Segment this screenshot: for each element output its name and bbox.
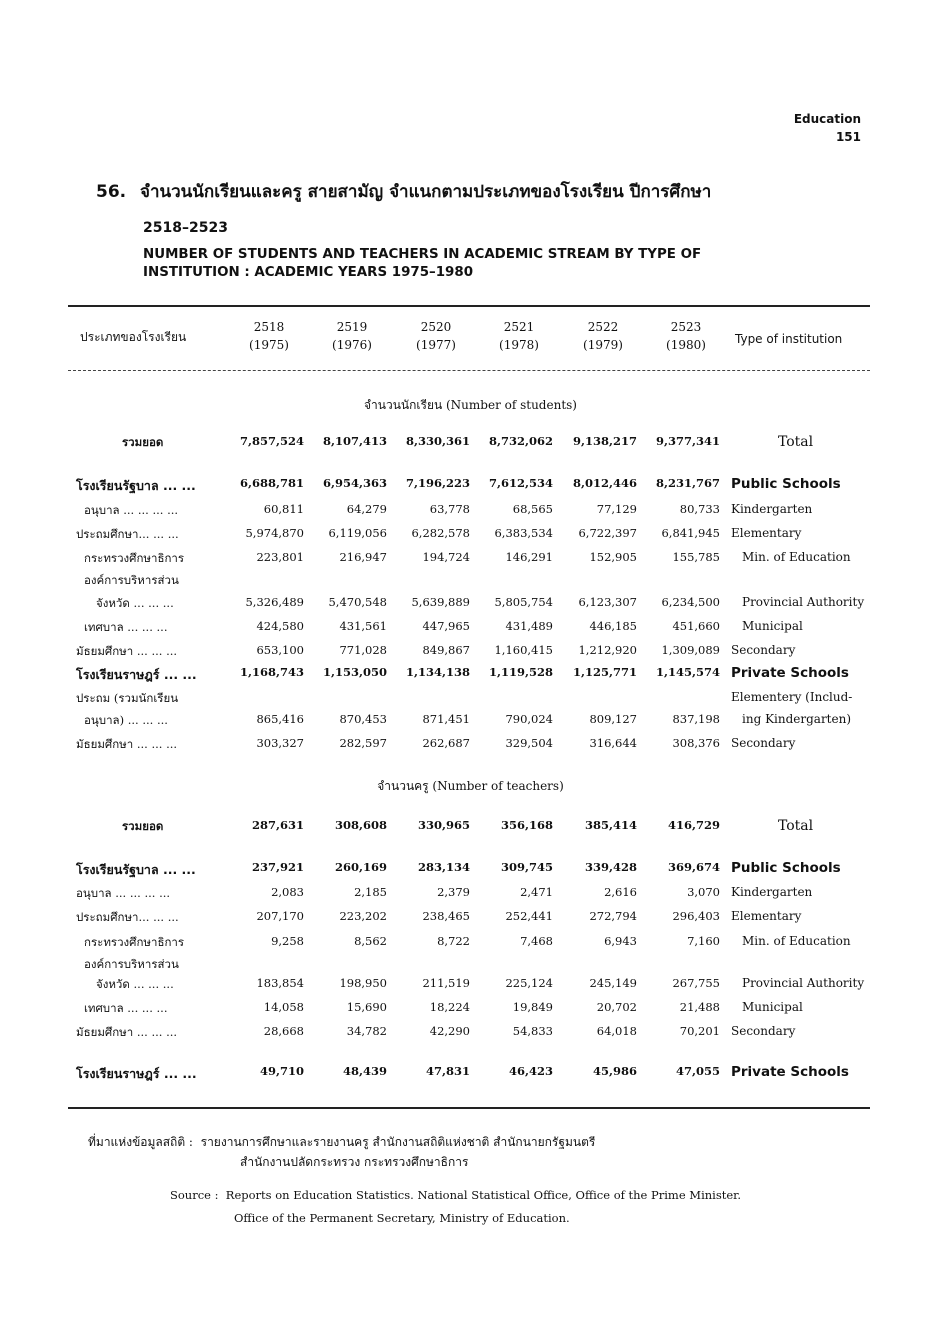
table-row [0, 934, 941, 956]
year-gregorian: (1977) [416, 338, 456, 352]
cell-value: 431,561 [339, 619, 387, 633]
cell-value: 1,212,920 [578, 643, 637, 657]
row-label-thai: เทศบาล ... ... ... [84, 1001, 168, 1015]
row-label-thai: มัธยมศึกษา ... ... ... [76, 1025, 178, 1039]
cell-value: 223,202 [339, 909, 387, 923]
cell-value: 431,489 [505, 619, 553, 633]
cell-value: 9,138,217 [572, 434, 637, 448]
row-label-english: Public Schools [731, 860, 841, 876]
cell-value: 49,710 [259, 1064, 304, 1078]
table-title-english [143, 246, 833, 282]
cell-value: 9,258 [271, 934, 304, 948]
cell-value: 238,465 [422, 909, 470, 923]
cell-value: 1,119,528 [488, 665, 553, 679]
row-label-english: Min. of Education [742, 934, 851, 948]
row-label-english: Provincial Authority [742, 595, 865, 609]
cell-value: 451,660 [672, 619, 720, 633]
students-heading: จำนวนนักเรียน (Number of students) [364, 398, 577, 412]
row-label-english: Min. of Education [742, 550, 851, 564]
title-english-line2: INSTITUTION : ACADEMIC YEARS 1975–1980 [143, 265, 474, 280]
row-label-thai: กระทรวงศึกษาธิการ [84, 551, 185, 565]
cell-value: 339,428 [584, 860, 637, 874]
cell-value: 6,119,056 [328, 526, 387, 540]
cell-value: 77,129 [596, 502, 637, 516]
table-row [0, 1000, 941, 1022]
section-name: Education [793, 112, 861, 126]
cell-value: 28,668 [263, 1024, 304, 1038]
table-row [0, 502, 941, 524]
cell-value: 2,616 [604, 885, 637, 899]
row-label-english: Elementery (Includ- [731, 690, 853, 704]
table-row [0, 595, 941, 617]
table-row [0, 976, 941, 998]
cell-value: 303,327 [256, 736, 304, 750]
cell-value: 80,733 [679, 502, 720, 516]
cell-value: 18,224 [429, 1000, 470, 1014]
cell-value: 8,107,413 [322, 434, 387, 448]
cell-value: 48,439 [342, 1064, 387, 1078]
cell-value: 8,012,446 [572, 476, 637, 490]
table-row [0, 1024, 941, 1046]
table-row [0, 1064, 941, 1086]
cell-value: 790,024 [505, 712, 553, 726]
year-thai: 2519 [336, 320, 368, 334]
table-number: 56. [96, 182, 127, 202]
cell-value: 2,185 [354, 885, 387, 899]
cell-value: 6,383,534 [494, 526, 553, 540]
cell-value: 6,688,781 [239, 476, 304, 490]
table-row [0, 909, 941, 931]
year-thai: 2523 [670, 320, 702, 334]
cell-value: 316,644 [589, 736, 637, 750]
row-label-thai: จังหวัด ... ... ... [96, 977, 174, 991]
cell-value: 7,612,534 [488, 476, 553, 490]
cell-value: 19,849 [512, 1000, 553, 1014]
cell-value: 2,083 [271, 885, 304, 899]
cell-value: 330,965 [417, 818, 470, 832]
cell-value: 207,170 [256, 909, 304, 923]
table-row [0, 885, 941, 907]
cell-value: 21,488 [679, 1000, 720, 1014]
source-thai-line1: รายงานการศึกษาและรายงานครู สำนักงานสถิติแห่งชาติ สำนักนายกรัฐมนตรี [200, 1135, 596, 1149]
row-label-english: Public Schools [731, 476, 841, 492]
cell-value: 653,100 [256, 643, 304, 657]
cell-value: 3,070 [687, 885, 720, 899]
title-thai-text: จำนวนนักเรียนและครู สายสามัญ จำแนกตามประเภทของโรงเรียน ปีการศึกษา [140, 182, 712, 202]
cell-value: 369,674 [667, 860, 720, 874]
source-english-line2: Office of the Permanent Secretary, Ministry of Education. [234, 1211, 570, 1225]
cell-value: 1,134,138 [405, 665, 470, 679]
title-english-line1: NUMBER OF STUDENTS AND TEACHERS IN ACADEMIC STREAM BY TYPE OF [143, 247, 702, 262]
cell-value: 64,018 [596, 1024, 637, 1038]
row-label-english: Kindergarten [731, 885, 813, 899]
cell-value: 7,857,524 [239, 434, 304, 448]
cell-value: 5,326,489 [245, 595, 304, 609]
cell-value: 6,123,307 [578, 595, 637, 609]
cell-value: 237,921 [251, 860, 304, 874]
table-row [0, 712, 941, 734]
cell-value: 837,198 [672, 712, 720, 726]
cell-value: 6,954,363 [322, 476, 387, 490]
row-label-thai: ประถม (รวมนักเรียน [76, 691, 179, 705]
table-row [0, 619, 941, 641]
top-rule [68, 305, 870, 307]
cell-value: 5,805,754 [494, 595, 553, 609]
source-thai-label: ที่มาแห่งข้อมูลสถิติ : [88, 1135, 193, 1149]
cell-value: 45,986 [592, 1064, 637, 1078]
row-label-english: Secondary [731, 1024, 796, 1038]
col-head-thai: ประเภทของโรงเรียน [80, 330, 187, 344]
year-header [239, 318, 299, 354]
cell-value: 267,755 [672, 976, 720, 990]
cell-value: 155,785 [672, 550, 720, 564]
cell-value: 260,169 [334, 860, 387, 874]
cell-value: 1,160,415 [494, 643, 553, 657]
cell-value: 225,124 [505, 976, 553, 990]
row-label-thai: รวมยอด [122, 819, 164, 833]
row-label-english: Secondary [731, 643, 796, 657]
cell-value: 262,687 [422, 736, 470, 750]
cell-value: 5,470,548 [328, 595, 387, 609]
cell-value: 308,376 [672, 736, 720, 750]
cell-value: 68,565 [512, 502, 553, 516]
row-label-thai: รวมยอด [122, 435, 164, 449]
cell-value: 20,702 [596, 1000, 637, 1014]
cell-value: 245,149 [589, 976, 637, 990]
cell-value: 9,377,341 [655, 434, 720, 448]
page-number: 151 [835, 130, 861, 144]
cell-value: 47,831 [425, 1064, 470, 1078]
table-row [0, 956, 941, 978]
row-label-thai: องค์การบริหารส่วน [84, 957, 179, 971]
table-row [0, 476, 941, 498]
cell-value: 34,782 [346, 1024, 387, 1038]
row-label-thai: โรงเรียนราษฎร์ ... ... [76, 667, 197, 682]
cell-value: 6,282,578 [411, 526, 470, 540]
cell-value: 64,279 [346, 502, 387, 516]
cell-value: 6,722,397 [578, 526, 637, 540]
year-gregorian: (1976) [332, 338, 372, 352]
source-thai-line2: สำนักงานปลัดกระทรวง กระทรวงศึกษาธิการ [240, 1155, 469, 1169]
source-english-label: Source : [170, 1188, 219, 1202]
row-label-english: ing Kindergarten) [742, 712, 852, 726]
cell-value: 329,504 [505, 736, 553, 750]
cell-value: 1,153,050 [322, 665, 387, 679]
cell-value: 424,580 [256, 619, 304, 633]
cell-value: 356,168 [500, 818, 553, 832]
cell-value: 211,519 [422, 976, 470, 990]
cell-value: 5,639,889 [411, 595, 470, 609]
cell-value: 223,801 [256, 550, 304, 564]
row-label-english: Elementary [731, 526, 802, 540]
cell-value: 194,724 [422, 550, 470, 564]
cell-value: 272,794 [589, 909, 637, 923]
row-label-thai: จังหวัด ... ... ... [96, 596, 174, 610]
cell-value: 7,468 [520, 934, 553, 948]
table-row [0, 818, 941, 840]
col-head-english: Type of institution [735, 332, 843, 346]
year-gregorian: (1978) [499, 338, 539, 352]
cell-value: 809,127 [589, 712, 637, 726]
cell-value: 771,028 [339, 643, 387, 657]
cell-value: 865,416 [256, 712, 304, 726]
row-label-english: Private Schools [731, 665, 849, 681]
cell-value: 47,055 [675, 1064, 720, 1078]
row-label-thai: องค์การบริหารส่วน [84, 573, 179, 587]
bottom-rule [68, 1107, 870, 1109]
year-header [322, 318, 382, 354]
table-row [0, 526, 941, 548]
cell-value: 871,451 [422, 712, 470, 726]
row-label-thai: โรงเรียนรัฐบาล ... ... [76, 478, 196, 493]
source-english [170, 1184, 741, 1230]
cell-value: 6,943 [604, 934, 637, 948]
row-label-english: Municipal [742, 1000, 803, 1014]
cell-value: 46,423 [508, 1064, 553, 1078]
cell-value: 8,722 [437, 934, 470, 948]
row-label-english: Kindergarten [731, 502, 813, 516]
cell-value: 282,597 [339, 736, 387, 750]
cell-value: 15,690 [346, 1000, 387, 1014]
cell-value: 5,974,870 [245, 526, 304, 540]
cell-value: 849,867 [422, 643, 470, 657]
table-row [0, 572, 941, 594]
cell-value: 152,905 [589, 550, 637, 564]
cell-value: 416,729 [667, 818, 720, 832]
row-label-english: Elementary [731, 909, 802, 923]
cell-value: 6,841,945 [661, 526, 720, 540]
year-thai: 2518 [253, 320, 285, 334]
table-row [0, 643, 941, 665]
year-thai: 2520 [420, 320, 452, 334]
year-thai: 2522 [587, 320, 619, 334]
page-header [794, 110, 861, 146]
cell-value: 385,414 [584, 818, 637, 832]
row-label-thai: มัธยมศึกษา ... ... ... [76, 644, 178, 658]
year-gregorian: (1975) [249, 338, 289, 352]
table-row [0, 665, 941, 687]
source-thai [88, 1132, 595, 1172]
cell-value: 8,562 [354, 934, 387, 948]
cell-value: 63,778 [429, 502, 470, 516]
year-header [406, 318, 466, 354]
year-header [573, 318, 633, 354]
row-label-thai: ประถมศึกษา... ... ... [76, 910, 179, 924]
cell-value: 60,811 [263, 502, 304, 516]
cell-value: 308,608 [334, 818, 387, 832]
cell-value: 183,854 [256, 976, 304, 990]
cell-value: 216,947 [339, 550, 387, 564]
table-row [0, 860, 941, 882]
year-header [656, 318, 716, 354]
cell-value: 287,631 [251, 818, 304, 832]
cell-value: 198,950 [339, 976, 387, 990]
row-label-thai: อนุบาล) ... ... ... [84, 713, 168, 727]
row-label-english: Municipal [742, 619, 803, 633]
table-row [0, 690, 941, 712]
cell-value: 70,201 [679, 1024, 720, 1038]
cell-value: 1,309,089 [661, 643, 720, 657]
cell-value: 1,145,574 [655, 665, 720, 679]
row-label-thai: อนุบาล ... ... ... ... [76, 886, 171, 900]
cell-value: 42,290 [429, 1024, 470, 1038]
row-label-thai: เทศบาล ... ... ... [84, 620, 168, 634]
row-label-thai: อนุบาล ... ... ... ... [84, 503, 179, 517]
cell-value: 1,125,771 [572, 665, 637, 679]
teachers-heading: จำนวนครู (Number of teachers) [377, 779, 564, 793]
cell-value: 252,441 [505, 909, 553, 923]
cell-value: 447,965 [422, 619, 470, 633]
cell-value: 8,330,361 [405, 434, 470, 448]
cell-value: 283,134 [417, 860, 470, 874]
row-label-thai: กระทรวงศึกษาธิการ [84, 935, 185, 949]
row-label-english: Secondary [731, 736, 796, 750]
cell-value: 146,291 [505, 550, 553, 564]
cell-value: 2,471 [520, 885, 553, 899]
title-thai-years: 2518–2523 [143, 220, 228, 236]
table-row [0, 736, 941, 758]
row-label-thai: ประถมศึกษา... ... ... [76, 527, 179, 541]
table-title-thai [96, 178, 711, 205]
row-label-thai: โรงเรียนรัฐบาล ... ... [76, 862, 196, 877]
year-thai: 2521 [503, 320, 535, 334]
row-label-english: Private Schools [731, 1064, 849, 1080]
table-row [0, 434, 941, 456]
cell-value: 7,196,223 [405, 476, 470, 490]
year-header [489, 318, 549, 354]
cell-value: 870,453 [339, 712, 387, 726]
row-label-english: Total [778, 818, 814, 834]
header-rule [68, 370, 870, 371]
cell-value: 8,231,767 [655, 476, 720, 490]
cell-value: 14,058 [263, 1000, 304, 1014]
row-label-thai: โรงเรียนราษฎร์ ... ... [76, 1066, 197, 1081]
cell-value: 6,234,500 [661, 595, 720, 609]
cell-value: 54,833 [512, 1024, 553, 1038]
table-row [0, 550, 941, 572]
cell-value: 296,403 [672, 909, 720, 923]
cell-value: 7,160 [687, 934, 720, 948]
cell-value: 309,745 [500, 860, 553, 874]
year-gregorian: (1980) [666, 338, 706, 352]
row-label-thai: มัธยมศึกษา ... ... ... [76, 737, 178, 751]
cell-value: 1,168,743 [239, 665, 304, 679]
source-english-line1: Reports on Education Statistics. National Statistical Office, Office of the Prime Minister. [225, 1188, 742, 1202]
cell-value: 8,732,062 [488, 434, 553, 448]
year-gregorian: (1979) [583, 338, 623, 352]
row-label-english: Total [778, 434, 814, 450]
cell-value: 446,185 [589, 619, 637, 633]
row-label-english: Provincial Authority [742, 976, 865, 990]
cell-value: 2,379 [437, 885, 470, 899]
